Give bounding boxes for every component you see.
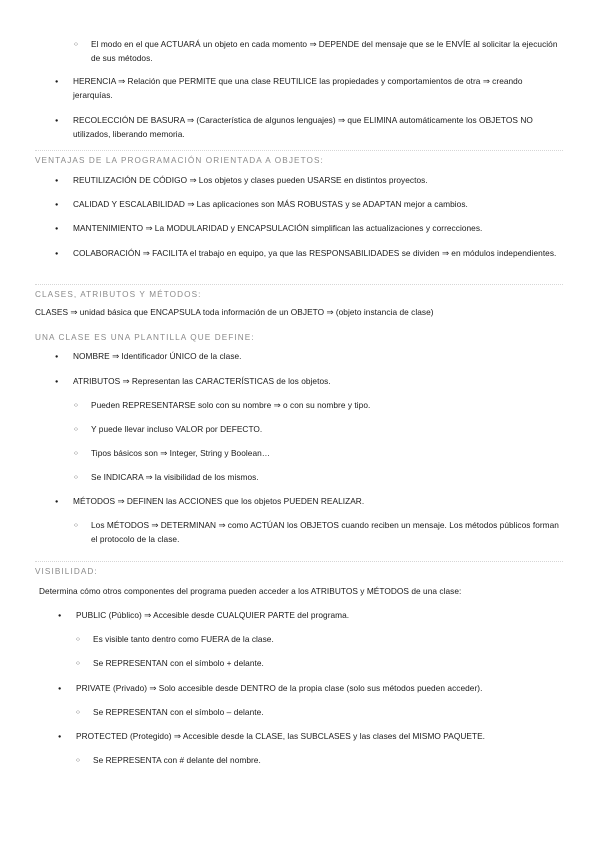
section-heading: VENTAJAS DE LA PROGRAMACIÓN ORIENTADA A OBJETOS: <box>35 150 563 167</box>
list-item: MÉTODOS ⇒ DEFINEN las ACCIONES que los objetos PUEDEN REALIZAR. <box>73 496 365 506</box>
bullet-icon <box>55 221 58 236</box>
list-item: ATRIBUTOS ⇒ Representan las CARACTERÍSTICAS de los objetos. <box>73 376 331 386</box>
list-item: PUBLIC (Público) ⇒ Accesible desde CUALQUIER PARTE del programa. <box>76 610 350 620</box>
bullet-icon <box>55 349 58 364</box>
list-item: MANTENIMIENTO ⇒ La MODULARIDAD y ENCAPSULACIÓN simplifican las actualizaciones y correcciones. <box>73 223 483 233</box>
bullet-icon <box>55 374 58 389</box>
paragraph: CLASES ⇒ unidad básica que ENCAPSULA toda información de un OBJETO ⇒ (objeto instancia de clase) <box>35 307 434 317</box>
bullet-icon <box>55 173 58 188</box>
subsection-heading: UNA CLASE ES UNA PLANTILLA QUE DEFINE: <box>35 333 255 342</box>
bullet-icon <box>55 246 58 261</box>
list-item: Se INDICARA ⇒ la visibilidad de los mismos. <box>91 472 259 482</box>
bullet-icon <box>58 681 61 696</box>
sub-bullet-icon <box>76 656 80 671</box>
list-item: Pueden REPRESENTARSE solo con su nombre ⇒ o con su nombre y tipo. <box>91 400 371 410</box>
list-item: NOMBRE ⇒ Identificador ÚNICO de la clase. <box>73 351 242 361</box>
sub-bullet-icon <box>74 422 78 437</box>
sub-bullet-icon <box>74 470 78 485</box>
bullet-icon <box>58 729 61 744</box>
bullet-icon <box>55 494 58 509</box>
sub-bullet-icon <box>74 518 78 533</box>
list-item: PROTECTED (Protegido) ⇒ Accesible desde la CLASE, las SUBCLASES y las clases del MISMO PAQUETE. <box>76 731 486 741</box>
section-heading: VISIBILIDAD: <box>35 561 563 578</box>
list-item: Los MÉTODOS ⇒ DETERMINAN ⇒ como ACTÚAN los OBJETOS cuando reciben un mensaje. Los métodos públicos forman el protocolo de la clase. <box>91 520 559 544</box>
sub-bullet-icon <box>74 446 78 461</box>
sub-bullet-icon <box>76 753 80 768</box>
bullet-icon <box>55 74 58 89</box>
list-item: Se REPRESENTAN con el símbolo + delante. <box>93 658 264 668</box>
list-item: REUTILIZACIÓN DE CÓDIGO ⇒ Los objetos y clases pueden USARSE en distintos proyectos. <box>73 175 428 185</box>
section-heading: CLASES, ATRIBUTOS Y MÉTODOS: <box>35 284 563 301</box>
list-item: Y puede llevar incluso VALOR por DEFECTO. <box>91 424 263 434</box>
list-item: Es visible tanto dentro como FUERA de la clase. <box>93 634 274 644</box>
sub-bullet-icon <box>74 398 78 413</box>
list-item: CALIDAD Y ESCALABILIDAD ⇒ Las aplicaciones son MÁS ROBUSTAS y se ADAPTAN mejor a cambios. <box>73 199 468 209</box>
bullet-icon <box>58 608 61 623</box>
list-item: El modo en el que ACTUARÁ un objeto en cada momento ⇒ DEPENDE del mensaje que se le ENVÍE al solicitar la ejecución de sus métodos. <box>91 39 558 63</box>
list-item: COLABORACIÓN ⇒ FACILITA el trabajo en equipo, ya que las RESPONSABILIDADES se dividen ⇒ en módulos independientes. <box>73 248 557 258</box>
sub-bullet-icon <box>76 705 80 720</box>
bullet-icon <box>55 113 58 128</box>
sub-bullet-icon <box>76 632 80 647</box>
list-item: HERENCIA ⇒ Relación que PERMITE que una clase REUTILICE las propiedades y comportamientos de otra ⇒ creando jerarquías. <box>73 76 523 100</box>
paragraph: Determina cómo otros componentes del programa pueden acceder a los ATRIBUTOS y MÉTODOS de una clase: <box>39 586 462 596</box>
list-item: Se REPRESENTAN con el símbolo – delante. <box>93 707 264 717</box>
bullet-icon <box>55 197 58 212</box>
sub-bullet-icon <box>74 37 78 52</box>
list-item: Tipos básicos son ⇒ Integer, String y Boolean… <box>91 448 271 458</box>
list-item: RECOLECCIÓN DE BASURA ⇒ (Característica de algunos lenguajes) ⇒ que ELIMINA automáticamente los OBJETOS NO utilizados, liberando memoria. <box>73 115 533 139</box>
list-item: PRIVATE (Privado) ⇒ Solo accesible desde DENTRO de la propia clase (solo sus métodos pueden acceder). <box>76 683 483 693</box>
list-item: Se REPRESENTA con # delante del nombre. <box>93 755 261 765</box>
